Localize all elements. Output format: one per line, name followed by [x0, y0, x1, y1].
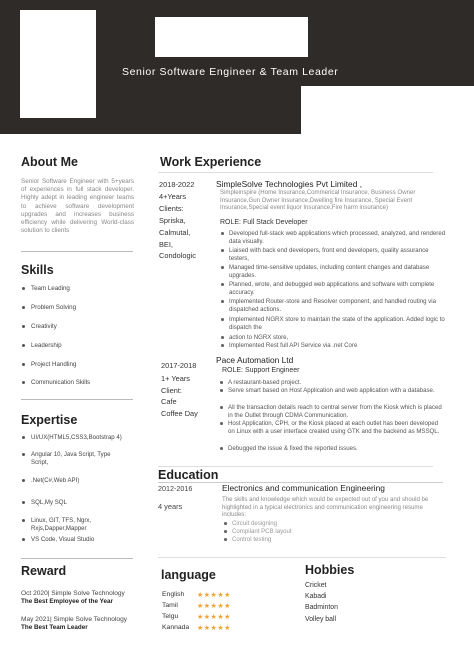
reward-award: The Best Employee of the Year: [21, 598, 113, 605]
bullet-icon: [22, 306, 25, 309]
job-bullets: [221, 230, 447, 350]
expertise-title: Expertise: [21, 413, 78, 427]
about-title: About Me: [21, 155, 78, 169]
bullet-icon: [220, 422, 223, 425]
bullet-icon: [22, 344, 25, 347]
bullet-icon: [22, 479, 25, 482]
job-bullet: All the transaction details reach to central server from the Kiosk which is placed in the Outlet through CDMA Communication.: [220, 404, 446, 419]
job-clients: Spriska, Calmutal, BEI, Condologic: [159, 216, 196, 261]
hobby-item: Volley ball: [305, 616, 337, 623]
language-rating-stars: ★★★★★: [197, 603, 231, 610]
bullet-icon: [220, 447, 223, 450]
reward-award: The Best Team Leader: [21, 624, 88, 631]
divider: [21, 558, 133, 559]
skills-title: Skills: [21, 263, 54, 277]
expertise-item: UI/UX(HTML5,CSS3,Bootstrap 4): [22, 434, 126, 442]
job-clients-heading: 4+Years Clients:: [159, 192, 187, 213]
language-rating-stars: ★★★★★: [197, 592, 231, 599]
job-period: 2018-2022: [159, 180, 195, 189]
education-duration: 4 years: [158, 502, 183, 511]
hobby-item: Cricket: [305, 582, 327, 589]
education-bullet: Circuit designing: [224, 520, 424, 528]
bullet-icon: [22, 287, 25, 290]
about-text: Senior Software Engineer with 5+years of experiences in full stack developer. Highly adept in leading engineer teams to achieve software development upgrades and increases business efficiency while delivering World-class solution to clients: [21, 178, 134, 235]
reward-line: May 2021| Simple Solve Technology: [21, 616, 128, 623]
education-bullet: Compilant PCB layout: [224, 528, 424, 536]
divider: [21, 399, 133, 400]
reward-line: Oct 2020| Simple Solve Technology: [21, 590, 125, 597]
job-bullet: Implemented Router-store and Resolver component, and handled routing via dispatched actions.: [221, 298, 447, 313]
bullet-icon: [221, 300, 224, 303]
expertise-list: [22, 434, 134, 554]
bullet-icon: [22, 538, 25, 541]
job-bullet: Liaised with back end developers, front end developers, quality assurance testers,: [221, 247, 447, 262]
bullet-icon: [22, 363, 25, 366]
job-bullet: A restaurant-based project.: [220, 379, 446, 387]
job-bullet: Managed time-sensitive updates, including content changes and database upgrades.: [221, 264, 447, 279]
bullet-icon: [22, 436, 25, 439]
job-title: Senior Software Engineer & Team Leader: [122, 66, 339, 78]
expertise-item: VS Code, Visual Studio: [22, 536, 126, 544]
name-placeholder: [155, 17, 308, 57]
language-rating-stars: ★★★★★: [197, 625, 231, 632]
bullet-icon: [22, 519, 25, 522]
education-title: Education: [158, 468, 219, 482]
job-bullets: [220, 379, 446, 459]
job-bullet: Implemented NGRX store to maintain the state of the application. Added logic to dispatch the: [221, 316, 447, 331]
work-title: Work Experience: [160, 155, 262, 169]
hobby-item: Badminton: [305, 604, 338, 611]
language-name: English: [162, 591, 185, 598]
language-title: language: [161, 568, 216, 582]
job-bullet: Planned, wrote, and debugged web applications and software with complete accuracy.: [221, 281, 447, 296]
divider: [21, 251, 133, 252]
job-role: ROLE: Support Engineer: [222, 367, 300, 374]
job-bullet: Developed full-stack web applications which processed, analyzed, and rendered data visually.: [221, 230, 447, 245]
education-period: 2012-2016: [158, 484, 193, 493]
bullet-icon: [22, 381, 25, 384]
hobbies-title: Hobbies: [305, 563, 355, 577]
bullet-icon: [220, 381, 223, 384]
bullet-icon: [221, 318, 224, 321]
bullet-icon: [221, 283, 224, 286]
bullet-icon: [22, 453, 25, 456]
expertise-item: Angular 10, Java Script, Type Script,: [22, 451, 126, 466]
bullet-icon: [221, 249, 224, 252]
job-bullet: Debugged the issue & fixed the reported issues.: [220, 445, 446, 453]
header-corner-block: [301, 86, 474, 134]
job-clients: Cafe Coffee Day: [161, 397, 198, 418]
bullet-icon: [224, 522, 227, 525]
bullet-icon: [22, 501, 25, 504]
job-bullet: Serve smart based on Host Application and web application with a database.: [220, 387, 446, 395]
company-name: SimpleSolve Technologies Pvt Limited ,: [216, 179, 363, 189]
hobby-item: Kabadi: [305, 593, 327, 600]
language-name: Tamil: [162, 602, 178, 609]
education-bullet: Control testing: [224, 536, 424, 544]
bullet-icon: [224, 530, 227, 533]
expertise-item: SQL,My SQL: [22, 499, 126, 507]
bullet-icon: [220, 406, 223, 409]
language-name: Kannada: [162, 624, 190, 631]
expertise-item: .Net(C#,Web API): [22, 477, 126, 485]
job-bullet: action to NGRX store,: [221, 334, 447, 342]
divider: [158, 557, 446, 558]
job-clients-heading: 1+ Years Client:: [161, 374, 190, 395]
education-degree: Electronics and communication Engineering: [222, 483, 385, 493]
education-bullets: [224, 520, 424, 550]
bullet-icon: [220, 389, 223, 392]
bullet-icon: [224, 538, 227, 541]
divider: [158, 172, 433, 173]
education-description: The skills and knowledge which would be expected out of you and should be highlighted in a typical electronics and communication engineering resume includes:: [222, 496, 429, 519]
bullet-icon: [221, 266, 224, 269]
job-bullet: Host Application, CPH, or the Kiosk placed at each outlet has been developed on Linux with a user interface created using GTK and the backend as MSSQL.: [220, 420, 446, 435]
bullet-icon: [22, 325, 25, 328]
divider: [158, 466, 433, 467]
bullet-icon: [221, 336, 224, 339]
job-description: Simpleinspire (Home Insurance,Commerical Insurance, Business Owner Insurance,Gun Owner Insurance,Dwelling fire Insurance, Special Event Insurance,Special event liquor Insurance,Fire harm insurance): [220, 189, 416, 212]
expertise-item: Linux, GIT, TFS, Ngrx, Rxjs,Dapper,Mapper: [22, 517, 126, 532]
reward-title: Reward: [21, 564, 67, 578]
language-rating-stars: ★★★★★: [197, 614, 231, 621]
bullet-icon: [221, 344, 224, 347]
job-role: ROLE: Full Stack Developer: [220, 219, 308, 226]
job-bullet: Implemented Rest full API Service via .net Core: [221, 342, 447, 350]
profile-photo-placeholder: [20, 10, 96, 118]
language-name: Telgu: [162, 613, 179, 620]
job-period: 2017-2018: [161, 361, 197, 370]
company-name: Pace Automation Ltd: [216, 355, 294, 365]
bullet-icon: [221, 232, 224, 235]
